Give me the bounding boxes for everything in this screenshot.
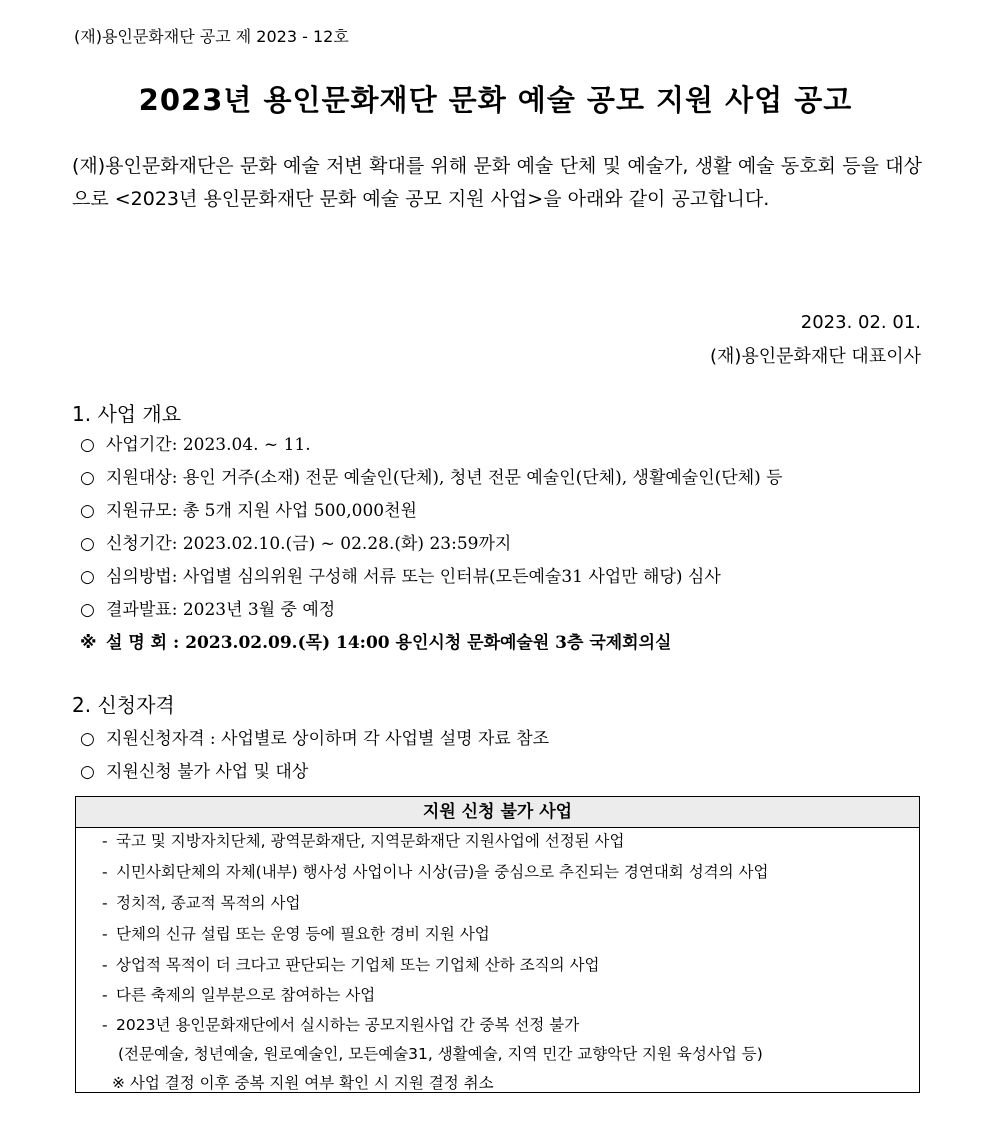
dash-bullet-icon: -	[102, 1016, 108, 1034]
ineligible-line-text: 시민사회단체의 자체(내부) 행사성 사업이나 시상(금)을 중심으로 추진되는 경연대회 성격의 사업	[116, 863, 769, 881]
section-2-heading: 2. 신청자격	[72, 693, 175, 717]
circle-bullet-icon: ○	[80, 468, 95, 488]
overview-item-text: 결과발표: 2023년 3월 중 예정	[106, 600, 336, 620]
overview-item-target	[80, 463, 783, 488]
dash-bullet-icon: -	[102, 925, 108, 943]
circle-bullet-icon: ○	[80, 729, 95, 749]
dash-bullet-icon: -	[102, 863, 108, 881]
overview-item-results	[80, 595, 335, 620]
ineligible-line-continuation: (전문예술, 청년예술, 원로예술인, 모든예술31, 생활예술, 지역 민간 교향악단 지원 육성사업 등)	[118, 1045, 763, 1063]
briefing-session-note	[80, 628, 671, 653]
dash-bullet-icon: -	[102, 956, 108, 974]
ineligible-line-text: 상업적 목적이 더 크다고 판단되는 기업체 또는 기업체 산하 조직의 사업	[116, 956, 600, 974]
ineligible-line-text: 단체의 신규 설립 또는 운영 등에 필요한 경비 지원 사업	[116, 925, 490, 943]
ineligible-line	[102, 891, 300, 913]
ineligible-line	[102, 953, 600, 975]
eligibility-item	[80, 724, 549, 749]
signer: (재)용인문화재단 대표이사	[709, 346, 921, 367]
ineligible-item-text: 지원신청 불가 사업 및 대상	[106, 762, 309, 782]
overview-item-text: 신청기간: 2023.02.10.(금) ~ 02.28.(화) 23:59까지	[106, 534, 512, 554]
ineligible-line-text: 국고 및 지방자치단체, 광역문화재단, 지역문화재단 지원사업에 선정된 사업	[116, 832, 625, 850]
ineligible-line	[102, 922, 490, 944]
section-1-heading: 1. 사업 개요	[72, 402, 182, 426]
ineligible-projects-box	[75, 796, 920, 1093]
dash-bullet-icon: -	[102, 986, 108, 1004]
overview-item-period	[80, 430, 311, 455]
circle-bullet-icon: ○	[80, 600, 95, 620]
circle-bullet-icon: ○	[80, 501, 95, 521]
ineligible-line	[102, 829, 625, 851]
overview-item-scale	[80, 496, 417, 521]
circle-bullet-icon: ○	[80, 567, 95, 587]
ineligible-line	[102, 860, 768, 882]
duplicate-support-note: ※ 사업 결정 이후 중복 지원 여부 확인 시 지원 결정 취소	[112, 1074, 494, 1092]
overview-item-review-method	[80, 562, 721, 587]
ineligible-line-text: 다른 축제의 일부분으로 참여하는 사업	[116, 986, 376, 1004]
ineligible-projects-header: 지원 신청 불가 사업	[76, 797, 919, 828]
ineligible-line	[102, 1013, 579, 1035]
dash-bullet-icon: -	[102, 832, 108, 850]
circle-bullet-icon: ○	[80, 435, 95, 455]
overview-item-application-period	[80, 529, 511, 554]
document-title: 2023년 용인문화재단 문화 예술 공모 지원 사업 공고	[138, 83, 853, 117]
ineligible-line-text: 2023년 용인문화재단에서 실시하는 공모지원사업 간 중복 선정 불가	[116, 1016, 580, 1034]
overview-item-text: 지원대상: 용인 거주(소재) 전문 예술인(단체), 청년 전문 예술인(단체), 생활예술인(단체) 등	[106, 468, 783, 488]
circle-bullet-icon: ○	[80, 762, 95, 782]
circle-bullet-icon: ○	[80, 534, 95, 554]
briefing-session-text: 설 명 회 : 2023.02.09.(목) 14:00 용인시청 문화예술원 3층 국제회의실	[106, 633, 672, 653]
ineligible-line	[102, 983, 375, 1005]
overview-item-text: 지원규모: 총 5개 지원 사업 500,000천원	[106, 501, 417, 521]
intro-paragraph: (재)용인문화재단은 문화 예술 저변 확대를 위해 문화 예술 단체 및 예술가, 생활 예술 동호회 등을 대상으로 <2023년 용인문화재단 문화 예술 공모 지원 사업>을 아래와 같이 공고합니다.	[72, 155, 922, 210]
eligibility-item-text: 지원신청자격 : 사업별로 상이하며 각 사업별 설명 자료 참조	[106, 729, 550, 749]
notice-number: (재)용인문화재단 공고 제 2023 - 12호	[74, 27, 349, 46]
reference-mark-icon: ※	[80, 633, 97, 653]
ineligible-item	[80, 757, 308, 782]
announcement-date: 2023. 02. 01.	[800, 312, 921, 333]
dash-bullet-icon: -	[102, 894, 108, 912]
ineligible-line-text: 정치적, 종교적 목적의 사업	[116, 894, 301, 912]
overview-item-text: 사업기간: 2023.04. ~ 11.	[106, 435, 311, 455]
overview-item-text: 심의방법: 사업별 심의위원 구성해 서류 또는 인터뷰(모든예술31 사업만 해당) 심사	[106, 567, 721, 587]
